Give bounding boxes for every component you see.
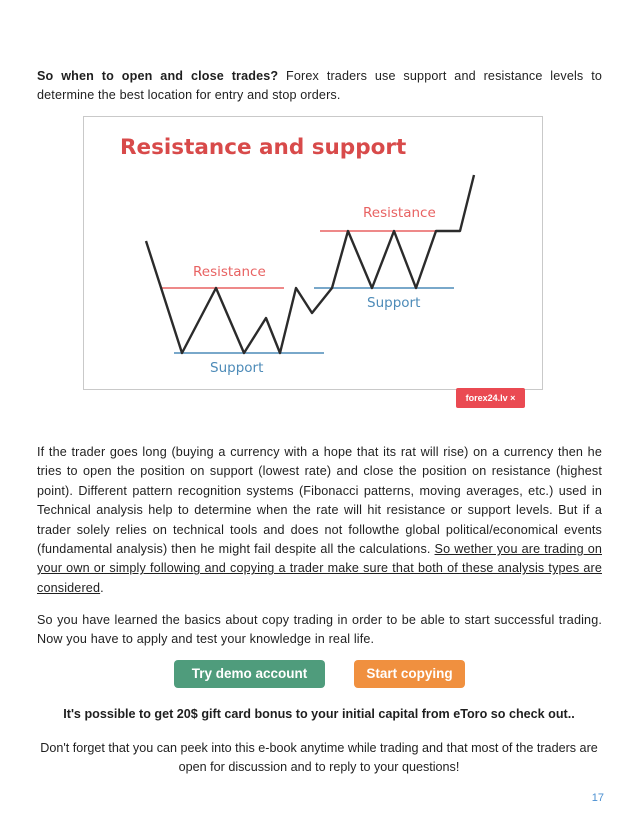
intro-lead: So when to open and close trades? — [37, 69, 279, 83]
resistance-label-right: Resistance — [363, 205, 436, 221]
analysis-link[interactable]: So wether you are trading on your own or simply following and copying a trader make sure that both of these analysis types are considered — [37, 542, 602, 595]
analysis-text: If the trader goes long (buying a currency with a hope that its rat will rise) on a currency then he tries to open the position on support (lowest rate) and close the position on resistance (highest point). Different pattern recognition systems (Fibonacci patterns, moving averages, etc.) used in Technical analysis help to determine when the rate will hit resistance or support levels. But if a trader solely relies on technical tools and does not followthe global political/economical events (fundamental analysis) then he might fail despite all the calculations. — [37, 445, 602, 557]
analysis-paragraph — [37, 443, 602, 598]
resistance-label-left: Resistance — [193, 264, 266, 280]
resistance-support-illustration — [84, 117, 542, 389]
start-copying-button[interactable]: Start copying — [354, 660, 465, 688]
support-label-right: Support — [367, 295, 421, 311]
source-tag: forex24.lv × — [456, 388, 525, 408]
footer-note-line-1: Don't forget that you can peek into this e-book anytime while trading and that most of the traders are — [40, 741, 598, 755]
page-number: 17 — [591, 792, 604, 804]
resistance-support-figure — [83, 116, 543, 390]
figure-title: Resistance and support — [120, 135, 407, 160]
analysis-end: . — [100, 580, 104, 595]
learned-paragraph: So you have learned the basics about copy trading in order to be able to start successful trading. Now you have to apply and test your knowledge in real life. — [37, 613, 602, 647]
try-demo-account-button[interactable]: Try demo account — [174, 660, 325, 688]
intro-text: Forex traders use support and resistance levels to determine the best location for entry and stop orders. — [37, 69, 602, 103]
footer-note — [30, 739, 608, 778]
support-label-left: Support — [210, 360, 264, 376]
footer-note-line-2: open for discussion and to reply to your questions! — [178, 760, 460, 775]
gift-card-note: It's possible to get 20$ gift card bonus to your initial capital from eToro so check out.. — [63, 707, 575, 721]
intro-paragraph — [37, 67, 602, 106]
